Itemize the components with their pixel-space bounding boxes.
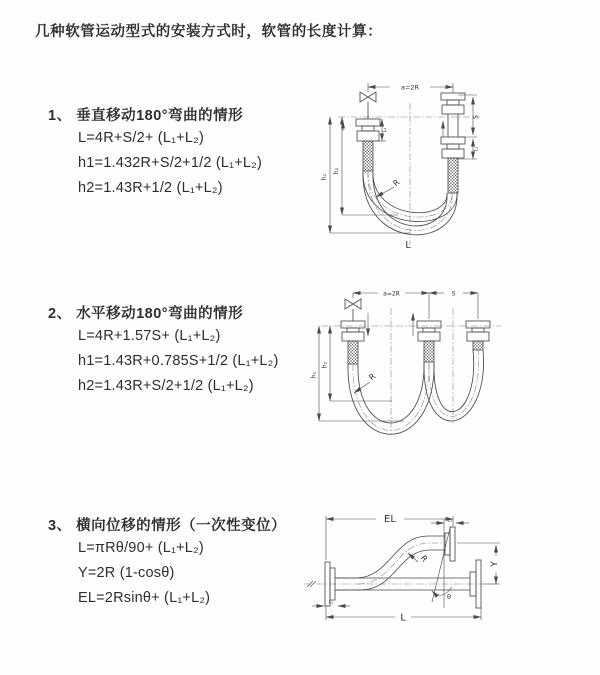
dimension-L2 — [473, 139, 480, 159]
radius-leader — [376, 178, 402, 197]
section-2-heading: 2、 水平移动180°弯曲的情形 — [48, 306, 244, 322]
dim-label-h2: h₂ — [321, 361, 329, 369]
section-3 — [48, 514, 286, 610]
formula-1-h1: h1=1.432R+S/2+1/2 (L₁+L₂) — [78, 154, 263, 171]
dim-label-S: S — [471, 114, 480, 120]
dim-label-h1: h₁ — [310, 371, 318, 379]
dim-label-R: R — [391, 177, 402, 189]
dimension-a2r — [368, 83, 453, 93]
dim-label-h1: h₁ — [321, 173, 328, 181]
braided-section — [448, 158, 458, 193]
section-3-heading: 3、 横向位移的情形（一次性变位） — [48, 518, 287, 534]
dimension-L — [326, 606, 481, 624]
radius-leader — [354, 372, 378, 393]
left-flange — [356, 119, 380, 171]
formula-2-L: L=4R+1.57S+ (L₁+L₂) — [78, 327, 221, 344]
braided-section — [363, 141, 373, 171]
dim-label-theta: θ — [447, 593, 451, 601]
braided-section — [424, 341, 434, 362]
dim-label-a2r: a=2R — [383, 290, 400, 298]
dimension-a2r — [353, 291, 478, 320]
dimension-h1 — [311, 326, 405, 421]
dim-label-L1: L₁ — [382, 127, 388, 133]
dim-label-L1: L₁ — [328, 600, 334, 606]
page-title: 几种软管运动型式的安装方式时，软管的长度计算： — [35, 24, 383, 40]
centerline — [304, 581, 498, 587]
braided-section — [473, 341, 483, 350]
diagram-vertical-180-bend — [310, 75, 596, 257]
dim-label-L: L — [400, 612, 406, 624]
dim-label-h2: h₂ — [333, 167, 340, 175]
formula-3-EL: EL=2Rsinθ+ (L₁+L₂) — [78, 589, 211, 606]
section-1-heading: 1、 垂直移动180°弯曲的情形 — [48, 108, 244, 124]
hose-curves — [348, 350, 484, 434]
formula-3-L: L=πRθ/90+ (L₁+L₂) — [78, 539, 204, 556]
right-flange — [466, 321, 490, 350]
diagram-horizontal-180-bend — [306, 283, 596, 459]
formula-1-h2: h2=1.43R+1/2 (L₁+L₂) — [78, 179, 223, 196]
valve-icon — [360, 92, 376, 119]
dim-label-L-bottom: L — [405, 240, 411, 251]
formula-3-Y: Y=2R (1-cosθ) — [78, 564, 175, 581]
formula-2-h2: h2=1.43R+S/2+1/2 (L₁+L₂) — [78, 377, 254, 394]
dim-label-a2r: a=2R — [400, 83, 420, 92]
left-flange — [341, 321, 365, 364]
dimension-L1 — [374, 119, 388, 141]
dim-label-S: S — [451, 290, 456, 298]
dim-label-Y: Y — [490, 561, 500, 567]
centerlines — [338, 103, 480, 245]
formula-1-L: L=4R+S/2+ (L₁+L₂) — [78, 129, 204, 146]
dimension-L2 — [431, 518, 469, 524]
dim-label-EL: EL — [384, 514, 396, 525]
diagram-lateral-displacement — [298, 502, 598, 650]
right-pipe — [441, 93, 465, 193]
dim-label-R: R — [367, 371, 378, 383]
dim-label-R: R — [418, 553, 430, 564]
dim-label-L2: L₂ — [447, 518, 453, 524]
dimension-EL — [326, 514, 453, 560]
valve-icon — [345, 299, 361, 321]
formula-2-h1: h1=1.43R+0.785S+1/2 (L₁+L₂) — [78, 352, 279, 369]
dimension-S — [429, 291, 478, 298]
dim-label-L2: L₂ — [473, 146, 480, 152]
middle-flange — [417, 321, 441, 362]
movement-arrows — [343, 121, 443, 137]
section-1 — [48, 104, 262, 200]
angle-construction — [432, 519, 452, 608]
section-2 — [48, 302, 279, 398]
dimension-L1 — [312, 600, 350, 607]
radius-leader — [408, 553, 430, 564]
movement-arrows — [368, 313, 413, 336]
braided-section — [348, 341, 358, 364]
